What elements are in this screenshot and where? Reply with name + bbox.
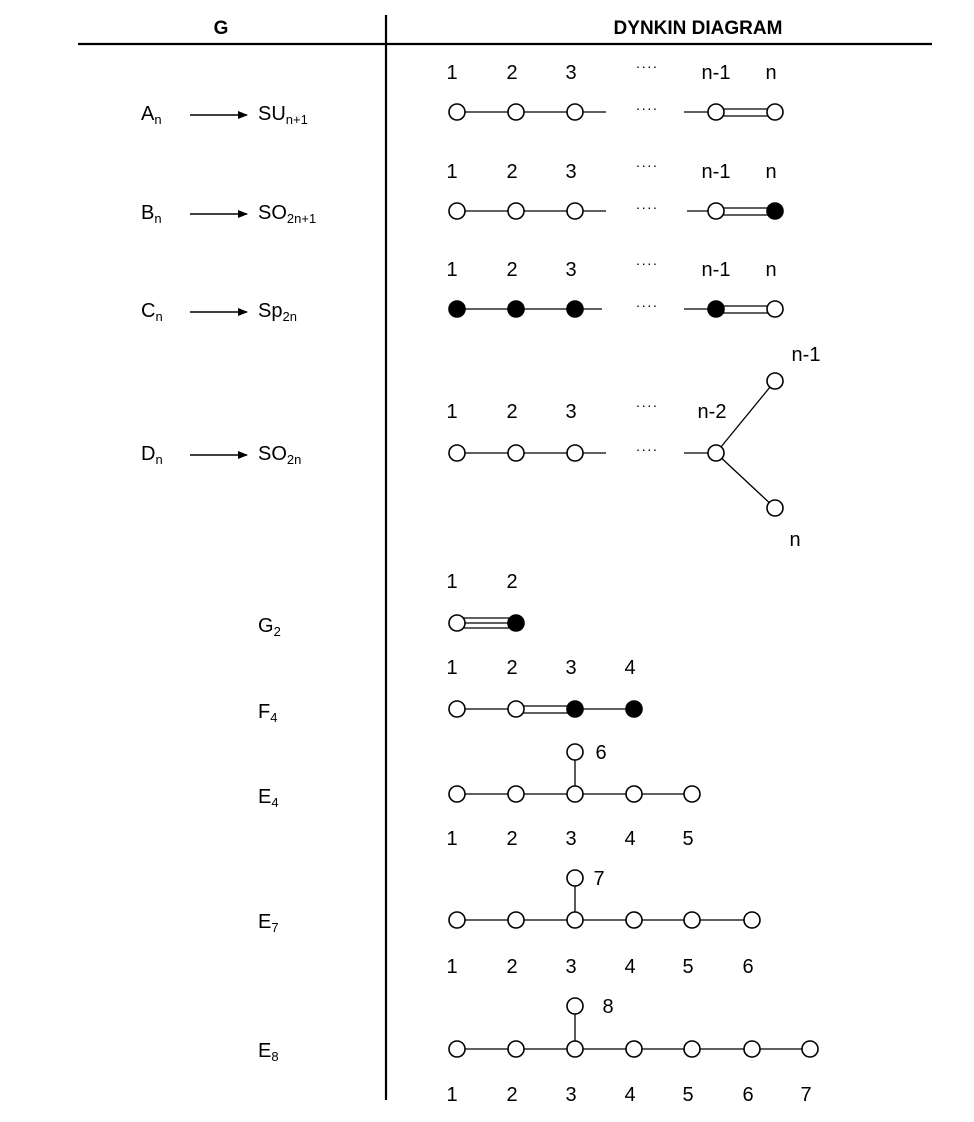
open-node	[744, 1041, 760, 1057]
node-label: 7	[593, 868, 605, 890]
ellipsis: ····	[635, 58, 659, 74]
open-node	[449, 203, 465, 219]
node-label: n-1	[791, 344, 821, 366]
node-label: 1	[446, 828, 458, 850]
open-node	[449, 912, 465, 928]
filled-node	[708, 301, 724, 317]
open-node	[684, 912, 700, 928]
open-node	[449, 1041, 465, 1057]
node-label: 4	[624, 657, 636, 679]
node-label: n-2	[697, 401, 727, 423]
open-node	[708, 445, 724, 461]
node-label: 1	[446, 571, 458, 593]
row-a	[141, 58, 783, 127]
open-node	[567, 870, 583, 886]
group-label: $F_4$	[258, 701, 278, 725]
open-node	[708, 203, 724, 219]
filled-node	[508, 615, 524, 631]
filled-node	[567, 301, 583, 317]
node-label: n	[765, 161, 777, 183]
open-node	[567, 445, 583, 461]
node-label: 1	[446, 161, 458, 183]
node-label: 6	[742, 1084, 754, 1106]
node-label: 2	[506, 1084, 518, 1106]
node-label: n-1	[701, 62, 731, 84]
ellipsis: ····	[635, 397, 659, 413]
open-node	[626, 786, 642, 802]
node-label: n-1	[701, 161, 731, 183]
node-label: 8	[602, 996, 614, 1018]
open-node	[508, 912, 524, 928]
open-node	[508, 786, 524, 802]
open-node	[567, 786, 583, 802]
open-node	[508, 203, 524, 219]
node-label: 3	[565, 62, 577, 84]
row-f4	[258, 657, 642, 725]
group-label: $E_8$	[258, 1040, 279, 1064]
node-label: 2	[506, 657, 518, 679]
ellipsis: ····	[635, 199, 659, 215]
node-label: n	[789, 529, 801, 551]
filled-node	[449, 301, 465, 317]
open-node	[508, 445, 524, 461]
node-label: 3	[565, 657, 577, 679]
open-node	[684, 1041, 700, 1057]
node-label: 2	[506, 62, 518, 84]
node-label: 3	[565, 828, 577, 850]
node-label: 2	[506, 401, 518, 423]
row-e6	[258, 742, 700, 850]
open-node	[567, 104, 583, 120]
node-label: 2	[506, 161, 518, 183]
group-label: $G_2$	[258, 615, 281, 639]
group-label: $Sp_{2n}$	[258, 300, 297, 324]
ellipsis: ····	[635, 297, 659, 313]
open-node	[767, 104, 783, 120]
node-label: 1	[446, 1084, 458, 1106]
ellipsis: ····	[635, 100, 659, 116]
node-label: 1	[446, 62, 458, 84]
group-label: $SO_{2n}$	[258, 443, 302, 467]
header-diagram-label: DYNKIN DIAGRAM	[613, 18, 783, 39]
node-label: n-1	[701, 259, 731, 281]
group-label: $E_4$	[258, 786, 279, 810]
open-node	[449, 701, 465, 717]
node-label: 1	[446, 259, 458, 281]
row-g2	[258, 571, 524, 639]
open-node	[802, 1041, 818, 1057]
open-node	[567, 744, 583, 760]
open-node	[744, 912, 760, 928]
filled-node	[508, 301, 524, 317]
group-label: $SU_{n+1}$	[258, 103, 308, 127]
open-node	[449, 104, 465, 120]
open-node	[567, 1041, 583, 1057]
algebra-label: $A_n$	[141, 103, 162, 127]
open-node	[508, 1041, 524, 1057]
open-node	[567, 203, 583, 219]
node-label: 3	[565, 1084, 577, 1106]
open-node	[767, 373, 783, 389]
open-node	[684, 786, 700, 802]
node-label: 7	[800, 1084, 812, 1106]
filled-node	[626, 701, 642, 717]
open-node	[767, 500, 783, 516]
group-label: $SO_{2n+1}$	[258, 202, 317, 226]
bond	[716, 453, 775, 508]
row-e8	[258, 996, 818, 1106]
node-label: 4	[624, 956, 636, 978]
node-label: 3	[565, 401, 577, 423]
open-node	[767, 301, 783, 317]
algebra-label: $B_n$	[141, 202, 162, 226]
node-label: 4	[624, 1084, 636, 1106]
node-label: 3	[565, 956, 577, 978]
row-c	[141, 255, 783, 324]
open-node	[449, 786, 465, 802]
open-node	[626, 912, 642, 928]
filled-node	[767, 203, 783, 219]
node-label: 6	[595, 742, 607, 764]
node-label: 1	[446, 956, 458, 978]
open-node	[449, 615, 465, 631]
open-node	[567, 998, 583, 1014]
node-label: 5	[682, 828, 694, 850]
row-d	[141, 344, 820, 551]
node-label: 2	[506, 259, 518, 281]
ellipsis: ····	[635, 255, 659, 271]
node-label: 1	[446, 401, 458, 423]
node-label: 2	[506, 956, 518, 978]
node-label: 3	[565, 161, 577, 183]
row-b	[141, 157, 783, 226]
node-label: n	[765, 62, 777, 84]
node-label: 2	[506, 571, 518, 593]
open-node	[449, 445, 465, 461]
node-label: 4	[624, 828, 636, 850]
group-label: $E_7$	[258, 911, 279, 935]
algebra-label: $C_n$	[141, 300, 163, 324]
algebra-label: $D_n$	[141, 443, 163, 467]
node-label: 6	[742, 956, 754, 978]
open-node	[626, 1041, 642, 1057]
node-label: n	[765, 259, 777, 281]
ellipsis: ····	[635, 441, 659, 457]
open-node	[708, 104, 724, 120]
node-label: 2	[506, 828, 518, 850]
node-label: 5	[682, 956, 694, 978]
open-node	[567, 912, 583, 928]
filled-node	[567, 701, 583, 717]
node-label: 1	[446, 657, 458, 679]
open-node	[508, 701, 524, 717]
open-node	[508, 104, 524, 120]
node-label: 3	[565, 259, 577, 281]
ellipsis: ····	[635, 157, 659, 173]
node-label: 5	[682, 1084, 694, 1106]
row-e7	[258, 868, 760, 978]
header-group-label: G	[213, 18, 229, 39]
